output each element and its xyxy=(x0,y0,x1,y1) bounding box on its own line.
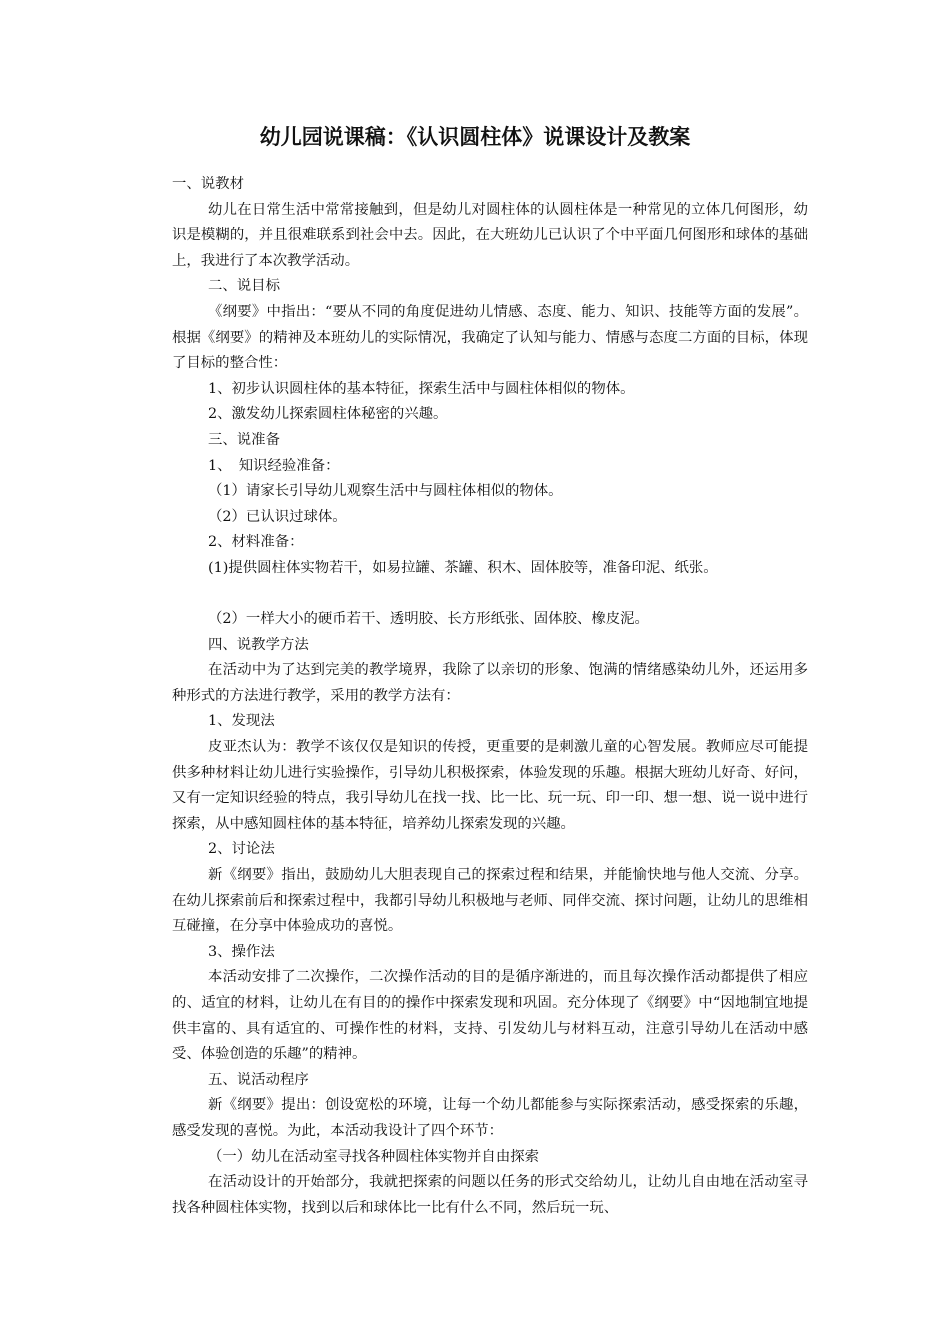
paragraph: （2）一样大小的硬币若干、透明胶、长方形纸张、固体胶、橡皮泥。 xyxy=(208,611,649,628)
paragraph: 二、说目标 xyxy=(208,278,280,295)
paragraph: 三、说准备 xyxy=(208,431,280,448)
paragraph: 3、操作法 xyxy=(208,943,275,960)
paragraph: 2、激发幼儿探索圆柱体秘密的兴趣。 xyxy=(208,406,448,423)
paragraph: 1、初步认识圆柱体的基本特征，探索生活中与圆柱体相似的物体。 xyxy=(208,380,635,397)
paragraph: 幼儿在日常生活中常常接触到，但是幼儿对圆柱体的认圆柱体是一种常见的立体几何图形，幼识是模糊的，并且很难联系到社会中去。因此，在大班幼儿已认识了个中平面几何图形和球体的基础上，我进行了本次教学活动。 xyxy=(172,201,808,269)
paragraph: (1)提供圆柱体实物若干，如易拉罐、茶罐、积木、固体胶等，准备印泥、纸张。 xyxy=(208,559,718,576)
paragraph: 新《纲要》指出，鼓励幼儿大胆表现自己的探索过程和结果，并能愉快地与他人交流、分享。在幼儿探索前后和探索过程中，我都引导幼儿积极地与老师、同伴交流、探讨问题，让幼儿的思维相互碰撞，在分享中体验成功的喜悦。 xyxy=(172,867,808,935)
paragraph: 《纲要》中指出：“要从不同的角度促进幼儿情感、态度、能力、知识、技能等方面的发展”。根据《纲要》的精神及本班幼儿的实际情况，我确定了认知与能力、情感与态度二方面的目标，体现了目标的整合性： xyxy=(172,303,808,372)
blank-line xyxy=(172,582,808,608)
paragraph: 新《纲要》提出：创设宽松的环境，让每一个幼儿都能参与实际探索活动，感受探索的乐趣，感受发现的喜悦。为此，本活动我设计了四个环节： xyxy=(172,1097,808,1139)
paragraph: 皮亚杰认为：教学不该仅仅是知识的传授，更重要的是刺激儿童的心智发展。教师应尽可能提供多种材料让幼儿进行实验操作，引导幼儿积极探索，体验发现的乐趣。根据大班幼儿好奇、好问，又有一定知识经验的特点，我引导幼儿在找一找、比一比、玩一玩、印一印、想一想、说一说中进行探索，从中感知圆柱体的基本特征，培养幼儿探索发现的兴趣。 xyxy=(172,739,808,832)
paragraph: 1、发现法 xyxy=(208,713,275,730)
paragraph: （2）已认识过球体。 xyxy=(208,508,347,525)
paragraph: （一）幼儿在活动室寻找各种圆柱体实物并自由探索 xyxy=(208,1148,539,1165)
paragraph: 四、说教学方法 xyxy=(208,636,309,653)
paragraph: 一、说教材 xyxy=(172,176,244,192)
paragraph: 2、材料准备： xyxy=(208,534,304,551)
paragraph: 五、说活动程序 xyxy=(208,1071,309,1088)
paragraph: 本活动安排了二次操作，二次操作活动的目的是循序渐进的，而且每次操作活动都提供了相应的、适宜的材料，让幼儿在有目的的操作中探索发现和巩固。充分体现了《纲要》中“因地制宜地提供丰富的、具有适宜的、可操作性的材料，支持、引发幼儿与材料互动，注意引导幼儿在活动中感受、体验创造的乐趣”的精神。 xyxy=(172,969,808,1063)
paragraph: 在活动设计的开始部分，我就把探索的问题以任务的形式交给幼儿，让幼儿自由地在活动室寻找各种圆柱体实物，找到以后和球体比一比有什么不同，然后玩一玩、 xyxy=(172,1174,808,1216)
paragraph: 1、 知识经验准备： xyxy=(208,457,340,474)
paragraph: （1）请家长引导幼儿观察生活中与圆柱体相似的物体。 xyxy=(208,483,563,500)
paragraph: 在活动中为了达到完美的教学境界，我除了以亲切的形象、饱满的情绪感染幼儿外，还运用多种形式的方法进行教学，采用的教学方法有： xyxy=(172,662,808,704)
document-title: 幼儿园说课稿：《认识圆柱体》说课设计及教案 xyxy=(259,125,691,149)
document-body xyxy=(172,172,808,1221)
paragraph: 2、讨论法 xyxy=(208,841,275,858)
